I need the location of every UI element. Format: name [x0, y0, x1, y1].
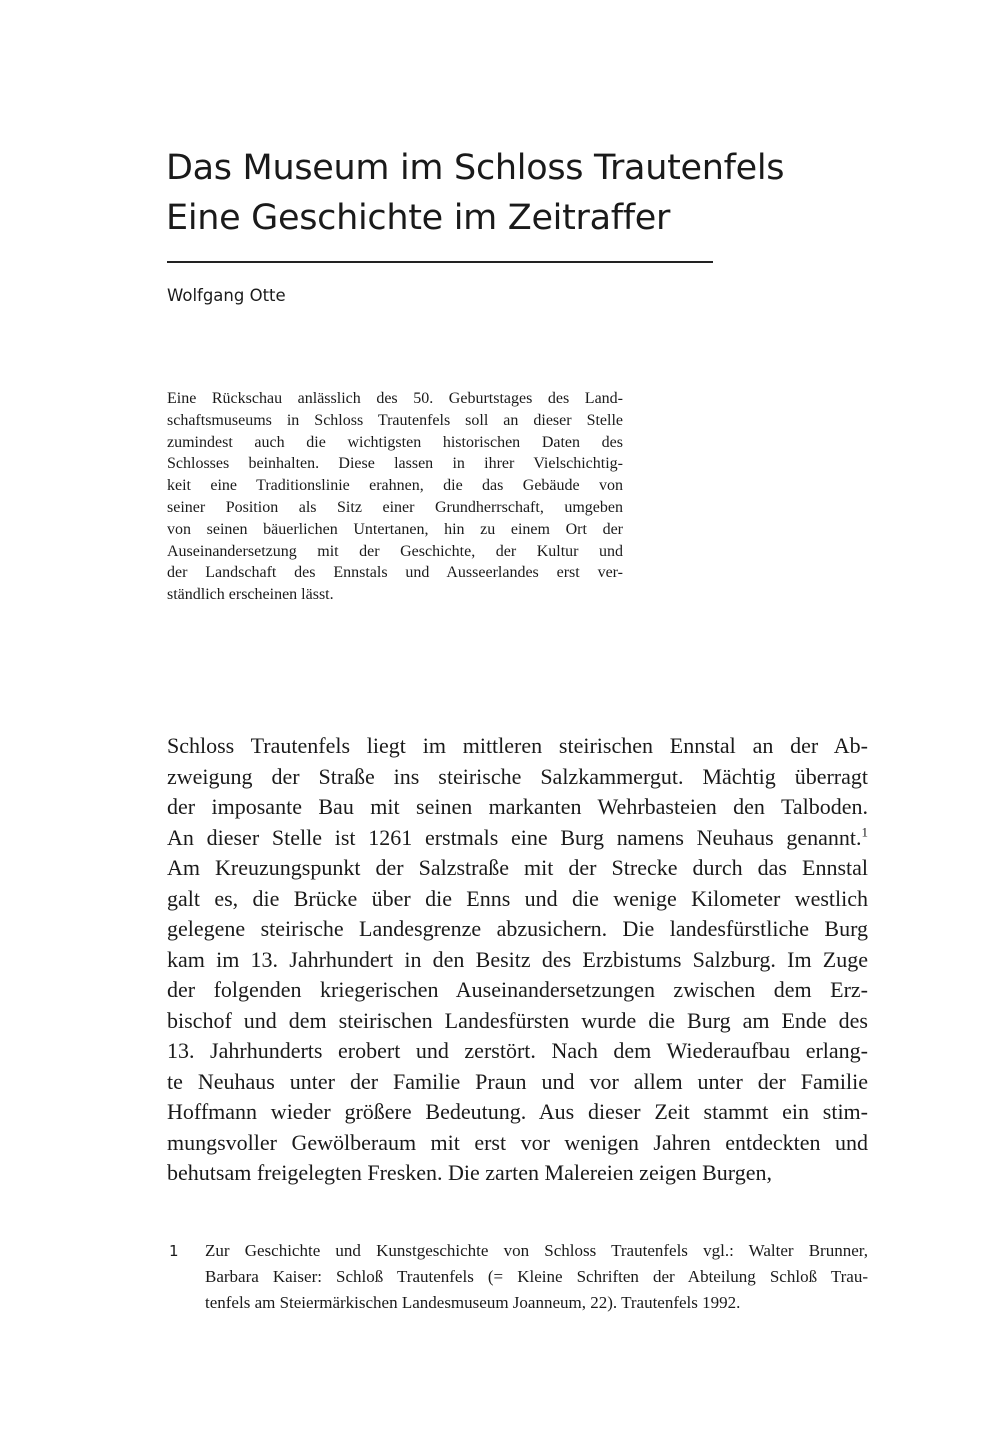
line-text: Eine Rückschau anlässlich des 50. Geburtstages des Land- [167, 390, 623, 407]
text-line [205, 1238, 868, 1264]
footnote-text [205, 1238, 868, 1316]
text-line [167, 914, 868, 945]
footnote-reference[interactable]: 1 [861, 824, 868, 840]
line-text: von seinen bäuerlichen Untertanen, hin zu einem Ort der [167, 520, 623, 538]
line-text: Auseinandersetzung mit der Geschichte, der Kultur und [167, 542, 623, 560]
text-line [167, 410, 623, 432]
text-line [167, 762, 868, 793]
text-line [167, 432, 623, 454]
text-line [205, 1264, 868, 1290]
line-text: Barbara Kaiser: Schloß Trautenfels (= Kleine Schriften der Abteilung Schloß Trau- [205, 1267, 868, 1286]
abstract [167, 388, 623, 606]
line-text: tenfels am Steiermärkischen Landesmuseum Joanneum, 22). Trautenfels 1992. [205, 1293, 741, 1312]
text-line [205, 1290, 868, 1316]
text-line [167, 475, 623, 497]
line-text: zweigung der Straße ins steirische Salzkammergut. Mächtig überragt [167, 763, 868, 789]
line-text: 13. Jahrhunderts erobert und zerstört. Nach dem Wiederaufbau erlang- [167, 1038, 868, 1063]
text-line [167, 519, 623, 541]
line-text: te Neuhaus unter der Familie Praun und vor allem unter der Familie [167, 1068, 868, 1094]
text-line [167, 1158, 868, 1189]
line-text: kam im 13. Jahrhundert in den Besitz des Erzbistums Salzburg. Im Zuge [167, 946, 868, 972]
title: Das Museum im Schloss Trautenfels [166, 148, 785, 188]
line-text: An dieser Stelle ist 1261 erstmals eine Burg namens Neuhaus genannt. [167, 824, 862, 850]
text-line [167, 884, 868, 915]
text-line [167, 731, 868, 762]
line-text: der Landschaft des Ennstals und Ausseerlandes erst ver- [167, 564, 623, 582]
line-text: seiner Position als Sitz einer Grundherrschaft, umgeben [167, 498, 623, 516]
line-text: Zur Geschichte und Kunstgeschichte von Schloss Trautenfels vgl.: Walter Brunner, [205, 1241, 868, 1260]
line-text: galt es, die Brücke über die Enns und die wenige Kilometer westlich [167, 885, 868, 911]
text-line [167, 1128, 868, 1159]
line-text: Hoffmann wieder größere Bedeutung. Aus dieser Zeit stammt ein stim- [167, 1099, 868, 1124]
line-text: gelegene steirische Landesgrenze abzusichern. Die landesfürstliche Burg [167, 916, 868, 941]
text-line [167, 388, 623, 410]
text-line [167, 1067, 868, 1098]
title-divider [167, 261, 713, 263]
text-line [167, 1036, 868, 1067]
author: Wolfgang Otte [167, 286, 286, 305]
body-text [167, 731, 868, 1189]
line-text: Schlosses beinhalten. Diese lassen in ihrer Vielschichtig- [167, 455, 623, 473]
text-line [167, 823, 868, 854]
text-line [167, 853, 868, 884]
line-text: der folgenden kriegerischen Auseinandersetzungen zwischen dem Erz- [167, 977, 868, 1002]
line-text: behutsam freigelegten Fresken. Die zarten Malereien zeigen Burgen, [167, 1160, 772, 1185]
text-line [167, 584, 623, 606]
line-text: schaftsmuseums in Schloss Trautenfels soll an dieser Stelle [167, 411, 623, 429]
line-text: zumindest auch die wichtigsten historischen Daten des [167, 433, 623, 451]
text-line [167, 945, 868, 976]
line-text: ständlich erscheinen lässt. [167, 586, 334, 604]
line-text: keit eine Traditionslinie erahnen, die das Gebäude von [167, 477, 623, 495]
line-text: Am Kreuzungspunkt der Salzstraße mit der Strecke durch das Ennstal [167, 855, 868, 880]
page-title [166, 143, 784, 243]
line-text: Schloss Trautenfels liegt im mittleren steirischen Ennstal an der Ab- [167, 733, 868, 758]
line-text: der imposante Bau mit seinen markanten Wehrbasteien den Talboden. [167, 794, 868, 819]
text-line [167, 562, 623, 584]
text-line [167, 541, 623, 563]
line-text: bischof und dem steirischen Landesfürsten wurde die Burg am Ende des [167, 1007, 868, 1033]
text-line [167, 497, 623, 519]
text-line [167, 792, 868, 823]
text-line [167, 1097, 868, 1128]
subtitle: Eine Geschichte im Zeitraffer [166, 198, 671, 238]
footnote-number: 1 [169, 1242, 179, 1260]
text-line [167, 453, 623, 475]
line-text: mungsvoller Gewölberaum mit erst vor wenigen Jahren entdeckten und [167, 1129, 868, 1155]
text-line [167, 975, 868, 1006]
text-line [167, 1006, 868, 1037]
